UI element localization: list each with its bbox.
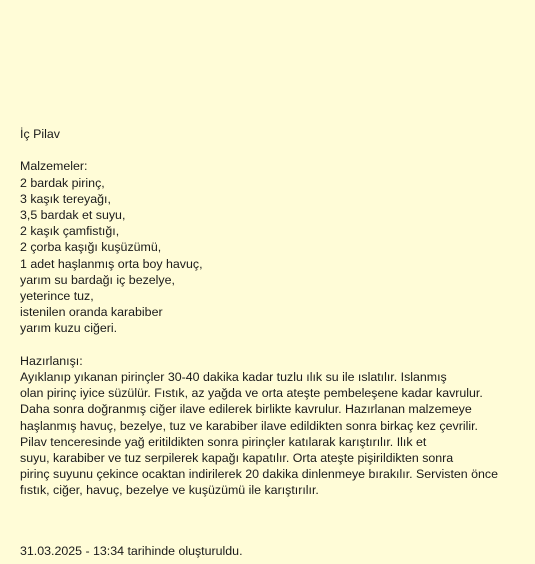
method-line: haşlanmış havuç, bezelye, tuz ve karabiber ilave edildikten sonra birkaç kez çevrilir. <box>20 418 478 433</box>
method-paragraph <box>20 369 525 499</box>
spacer <box>20 142 525 158</box>
ingredient-item: yarım su bardağı iç bezelye, <box>20 272 175 287</box>
method-line: fıstık, ciğer, havuç, bezelye ve kuşüzümü ile karıştırılır. <box>20 483 319 498</box>
recipe-title: İç Pilav <box>20 127 60 141</box>
method-line: suyu, karabiber ve tuz serpilerek kapağı kapatılır. Orta ateşte pişirildikten sonra <box>20 451 454 466</box>
ingredient-item: 3,5 bardak et suyu, <box>20 208 126 222</box>
ingredients-heading: Malzemeler: <box>20 159 88 174</box>
method-line: Ayıklanıp yıkanan pirinçler 30-40 dakika kadar tuzlu ılık su ile ıslatılır. Islanmış <box>20 370 447 385</box>
ingredient-item: istenilen oranda karabiber <box>20 305 163 320</box>
method-heading: Hazırlanışı: <box>20 353 83 368</box>
ingredient-item: 3 kaşık tereyağı, <box>20 191 111 206</box>
ingredient-item: 1 adet haşlanmış orta boy havuç, <box>20 256 203 271</box>
recipe-document <box>20 126 525 499</box>
spacer <box>20 337 525 353</box>
method-line: olan pirinç iyice süzülür. Fıstık, az yağda ve orta ateşte pembeleşene kadar kavrulur. <box>20 386 483 401</box>
method-line: pirinç suyunu çekince ocaktan indirilerek 20 dakika dinlenmeye bırakılır. Servisten önce <box>20 467 498 482</box>
ingredients-list <box>20 175 525 337</box>
ingredient-item: yarım kuzu ciğeri. <box>20 321 118 336</box>
method-line: Daha sonra doğranmış ciğer ilave edilerek birlikte kavrulur. Hazırlanan malzemeye <box>20 402 472 417</box>
ingredient-item: yeterince tuz, <box>20 289 94 304</box>
ingredient-item: 2 bardak pirinç, <box>20 175 105 190</box>
created-timestamp: 31.03.2025 - 13:34 tarihinde oluşturuldu. <box>20 544 243 558</box>
method-line: Pilav tenceresinde yağ eritildikten sonra pirinçler katılarak karıştırılır. Ilık et <box>20 434 427 449</box>
ingredient-item: 2 çorba kaşığı kuşüzümü, <box>20 240 162 255</box>
ingredient-item: 2 kaşık çamfistığı, <box>20 224 120 239</box>
